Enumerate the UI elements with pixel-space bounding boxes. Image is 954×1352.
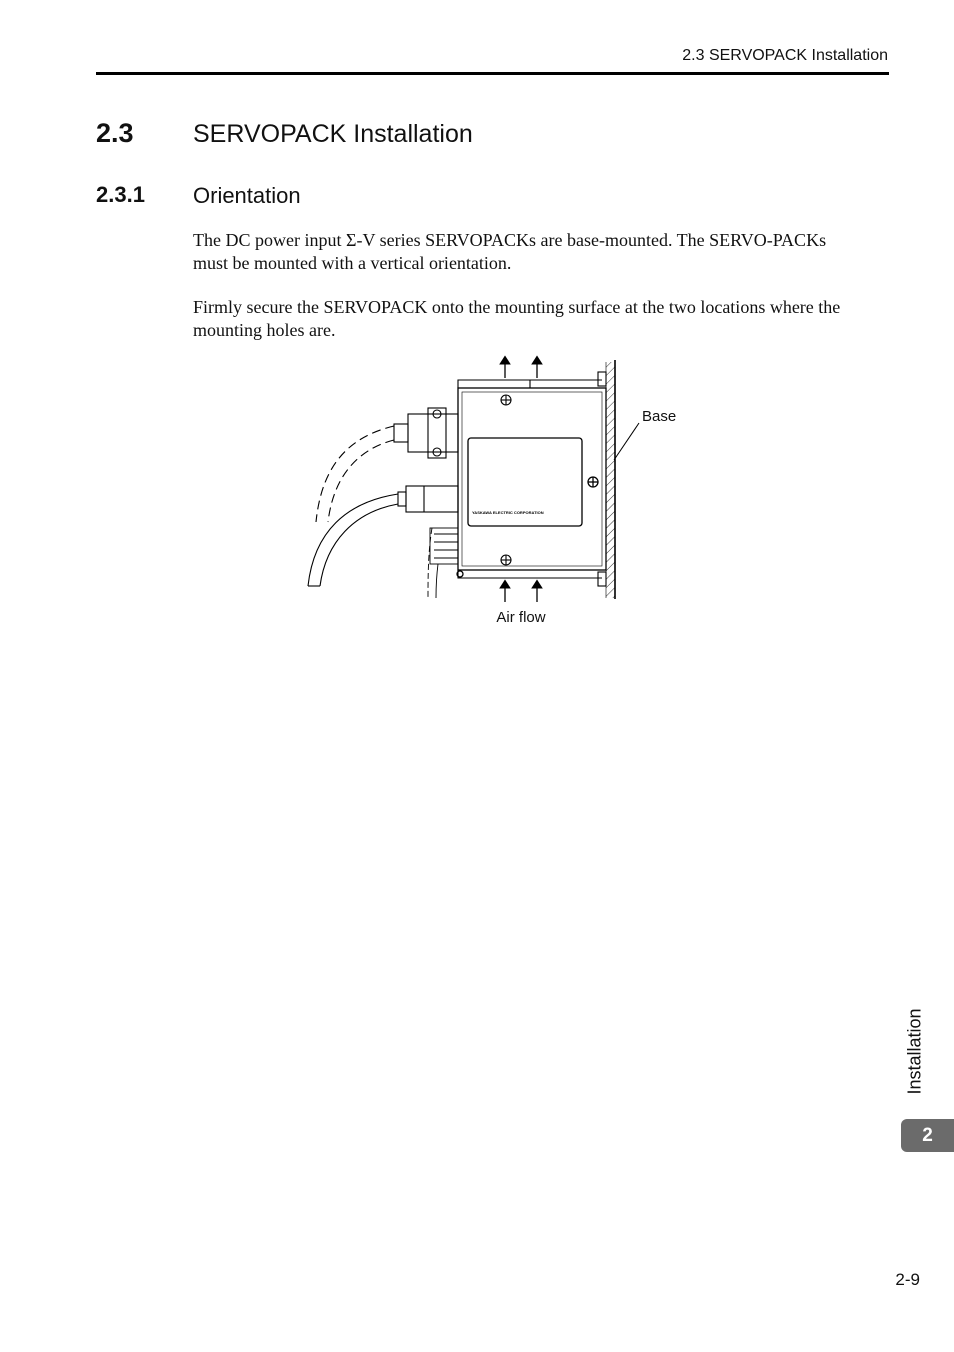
bottom-wiring	[428, 528, 458, 598]
page-number: 2-9	[895, 1270, 920, 1289]
base-leader-line	[614, 423, 639, 460]
servopack-body	[457, 388, 606, 577]
base-label: Base	[642, 408, 677, 425]
subsection-title: Orientation	[193, 183, 301, 208]
paragraph-orientation: The DC power input Σ-V series SERVOPACKs are base-mounted. The SERVO-PACKs must be mounted with a vertical orientation.	[193, 230, 827, 273]
side-tab-label: Installation	[904, 1007, 925, 1095]
airflow-label: Air flow	[496, 609, 546, 626]
running-header: 2.3 SERVOPACK Installation	[682, 47, 888, 64]
section-title: SERVOPACK Installation	[193, 120, 473, 148]
paragraph-securing: Firmly secure the SERVOPACK onto the mounting surface at the two locations where the mounting holes are.	[193, 297, 841, 340]
section-number: 2.3	[96, 118, 134, 148]
base-wall	[606, 360, 615, 599]
subsection-number: 2.3.1	[96, 182, 145, 207]
chapter-tab: 2	[901, 1119, 954, 1152]
lower-connector	[398, 486, 458, 512]
servopack-mounting-diagram	[290, 352, 690, 632]
airflow-arrows-top	[505, 360, 537, 378]
header-rule	[96, 72, 889, 75]
airflow-arrows-bottom	[505, 584, 537, 602]
cables	[308, 426, 398, 586]
nameplate-text: YASKAWA ELECTRIC CORPORATION	[472, 510, 544, 515]
upper-connector	[394, 408, 458, 458]
